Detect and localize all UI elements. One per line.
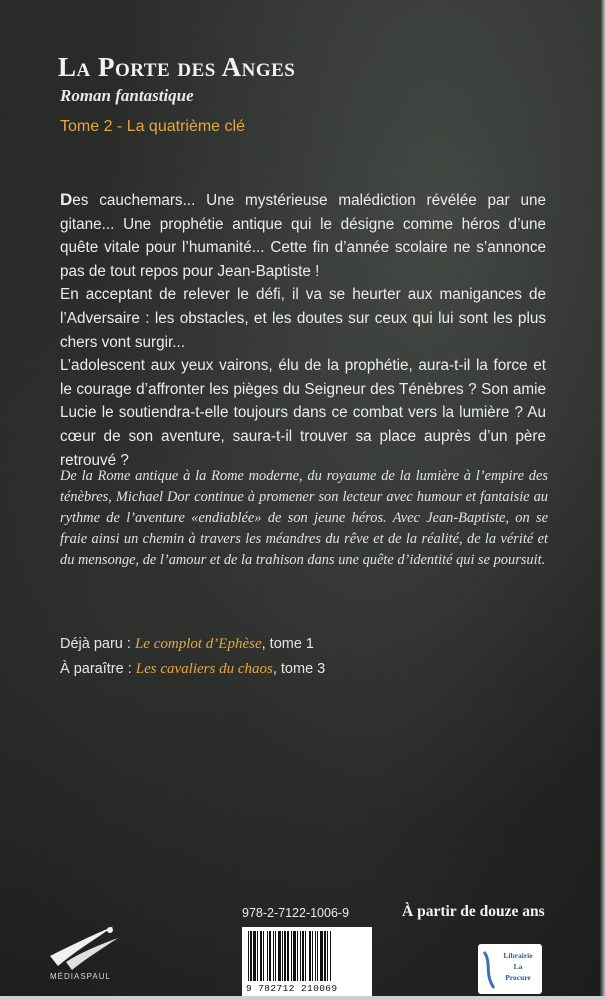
sticker-line-3: Procure: [505, 973, 531, 982]
previous-label: Déjà paru :: [60, 636, 135, 652]
publisher-name: MÉDIASPAUL: [50, 972, 111, 981]
synopsis-paragraph-2: En acceptant de relever le défi, il va se heurter aux manigances de l’Adversaire : les obstacles, et les doutes sur ceux qui lui sont les plus chers vont surgir...: [60, 286, 546, 351]
barcode-number: 9 782712 210069: [246, 983, 338, 994]
series-info: [60, 632, 325, 682]
previous-title: Le complot d’Ephèse: [134, 636, 262, 652]
book-genre: Roman fantastique: [60, 86, 194, 105]
author-blurb: De la Rome antique à la Rome moderne, du royaume de la lumière à l’empire des ténèbres, Michael Dor continue à promener son lecteur avec humour et fantaisie au rythme de l’aventure «endiablée» de son jeune héros. Avec Jean-Baptiste, on se fraie ainsi un chemin à travers les méandres du rêve et de la réalité, de la vérité et du mensonge, de l’amour et de la trahison dans une quête d’identité qui se poursuit.: [60, 468, 548, 568]
drop-cap: D: [60, 190, 73, 209]
previous-volume: [60, 632, 325, 657]
page-edge-bottom: [0, 996, 606, 1000]
next-tome: , tome 3: [272, 661, 326, 677]
age-recommendation: À partir de douze ans: [402, 903, 545, 920]
barcode-icon: [242, 927, 372, 983]
publisher-swoosh-icon: [44, 918, 130, 974]
synopsis-paragraph-3: L’adolescent aux yeux vairons, élu de la prophétie, aura-t-il la force et le courage d’affronter les pièges du Seigneur des Ténèbres ? Son amie Lucie le soutiendra-t-elle toujours dans ce combat vers la lumière ? Au cœur de son aventure, saura-t-il trouver sa place auprès d’un père retrouvé ?: [60, 357, 546, 469]
synopsis-text-1: es cauchemars... Une mystérieuse malédiction révélée par une gitane... Une prophétie antique qui le désigne comme héros d’une quête vitale pour l’humanité... Cette fin d’année scolaire ne s’annonce pas de tout repos pour Jean-Baptiste !: [60, 192, 546, 280]
next-title: Les cavaliers du chaos: [135, 661, 273, 677]
tome-label: Tome 2 - La quatrième clé: [60, 118, 245, 135]
sticker-line-2: La: [513, 962, 523, 971]
bookstore-sticker: [478, 944, 542, 994]
next-volume: [60, 657, 325, 682]
isbn: 978-2-7122-1006-9: [242, 906, 350, 920]
sticker-line-1: Librairie: [503, 951, 533, 960]
synopsis: [60, 188, 546, 472]
next-label: À paraître :: [60, 661, 136, 677]
page-edge: [600, 0, 606, 1000]
previous-tome: , tome 1: [261, 636, 314, 652]
synopsis-paragraph-1: [60, 188, 546, 283]
book-title: La Porte des Anges: [58, 52, 296, 82]
